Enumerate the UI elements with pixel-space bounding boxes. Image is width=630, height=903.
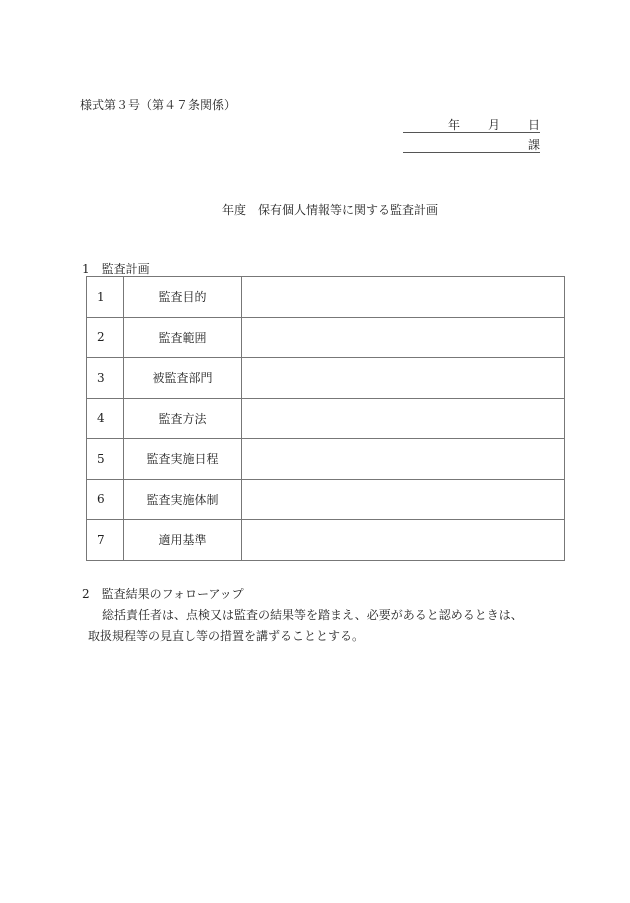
day-label: 日 <box>527 118 540 132</box>
form-number: 様式第３号（第４７条関係） <box>80 98 237 112</box>
audit-plan-table <box>86 276 565 561</box>
row-value-field[interactable] <box>242 479 565 520</box>
row-number: 2 <box>87 317 124 358</box>
section2-heading <box>82 585 244 602</box>
row-number: 1 <box>87 277 124 318</box>
row-item: 監査範囲 <box>124 317 242 358</box>
department-label: 課 <box>527 138 540 152</box>
row-number: 3 <box>87 358 124 399</box>
row-number: 7 <box>87 520 124 561</box>
month-label: 月 <box>487 118 500 132</box>
section1-heading <box>82 260 150 277</box>
section2-title: 監査結果のフォローアップ <box>101 587 244 601</box>
document-title: 年度 保有個人情報等に関する監査計画 <box>222 203 439 217</box>
followup-text-line1: 総括責任者は、点検又は監査の結果等を踏まえ、必要があると認めるときは、 <box>102 608 523 622</box>
row-number: 6 <box>87 479 124 520</box>
table-row <box>87 439 565 480</box>
section1-title: 監査計画 <box>101 262 150 276</box>
row-item: 監査目的 <box>124 277 242 318</box>
table-row <box>87 398 565 439</box>
row-value-field[interactable] <box>242 439 565 480</box>
row-value-field[interactable] <box>242 277 565 318</box>
section1-number: 1 <box>82 262 90 276</box>
table-row <box>87 358 565 399</box>
row-value-field[interactable] <box>242 398 565 439</box>
department-field[interactable] <box>403 138 540 153</box>
row-number: 5 <box>87 439 124 480</box>
date-field[interactable] <box>403 118 540 133</box>
row-value-field[interactable] <box>242 317 565 358</box>
year-label: 年 <box>447 118 460 132</box>
row-value-field[interactable] <box>242 358 565 399</box>
row-item: 監査実施体制 <box>124 479 242 520</box>
table-row <box>87 317 565 358</box>
row-value-field[interactable] <box>242 520 565 561</box>
row-item: 監査方法 <box>124 398 242 439</box>
followup-text-line2: 取扱規程等の見直し等の措置を講ずることとする。 <box>88 629 365 643</box>
row-item: 監査実施日程 <box>124 439 242 480</box>
table-row <box>87 520 565 561</box>
table-row <box>87 277 565 318</box>
row-number: 4 <box>87 398 124 439</box>
section2-number: 2 <box>82 587 90 601</box>
table-row <box>87 479 565 520</box>
row-item: 適用基準 <box>124 520 242 561</box>
row-item: 被監査部門 <box>124 358 242 399</box>
